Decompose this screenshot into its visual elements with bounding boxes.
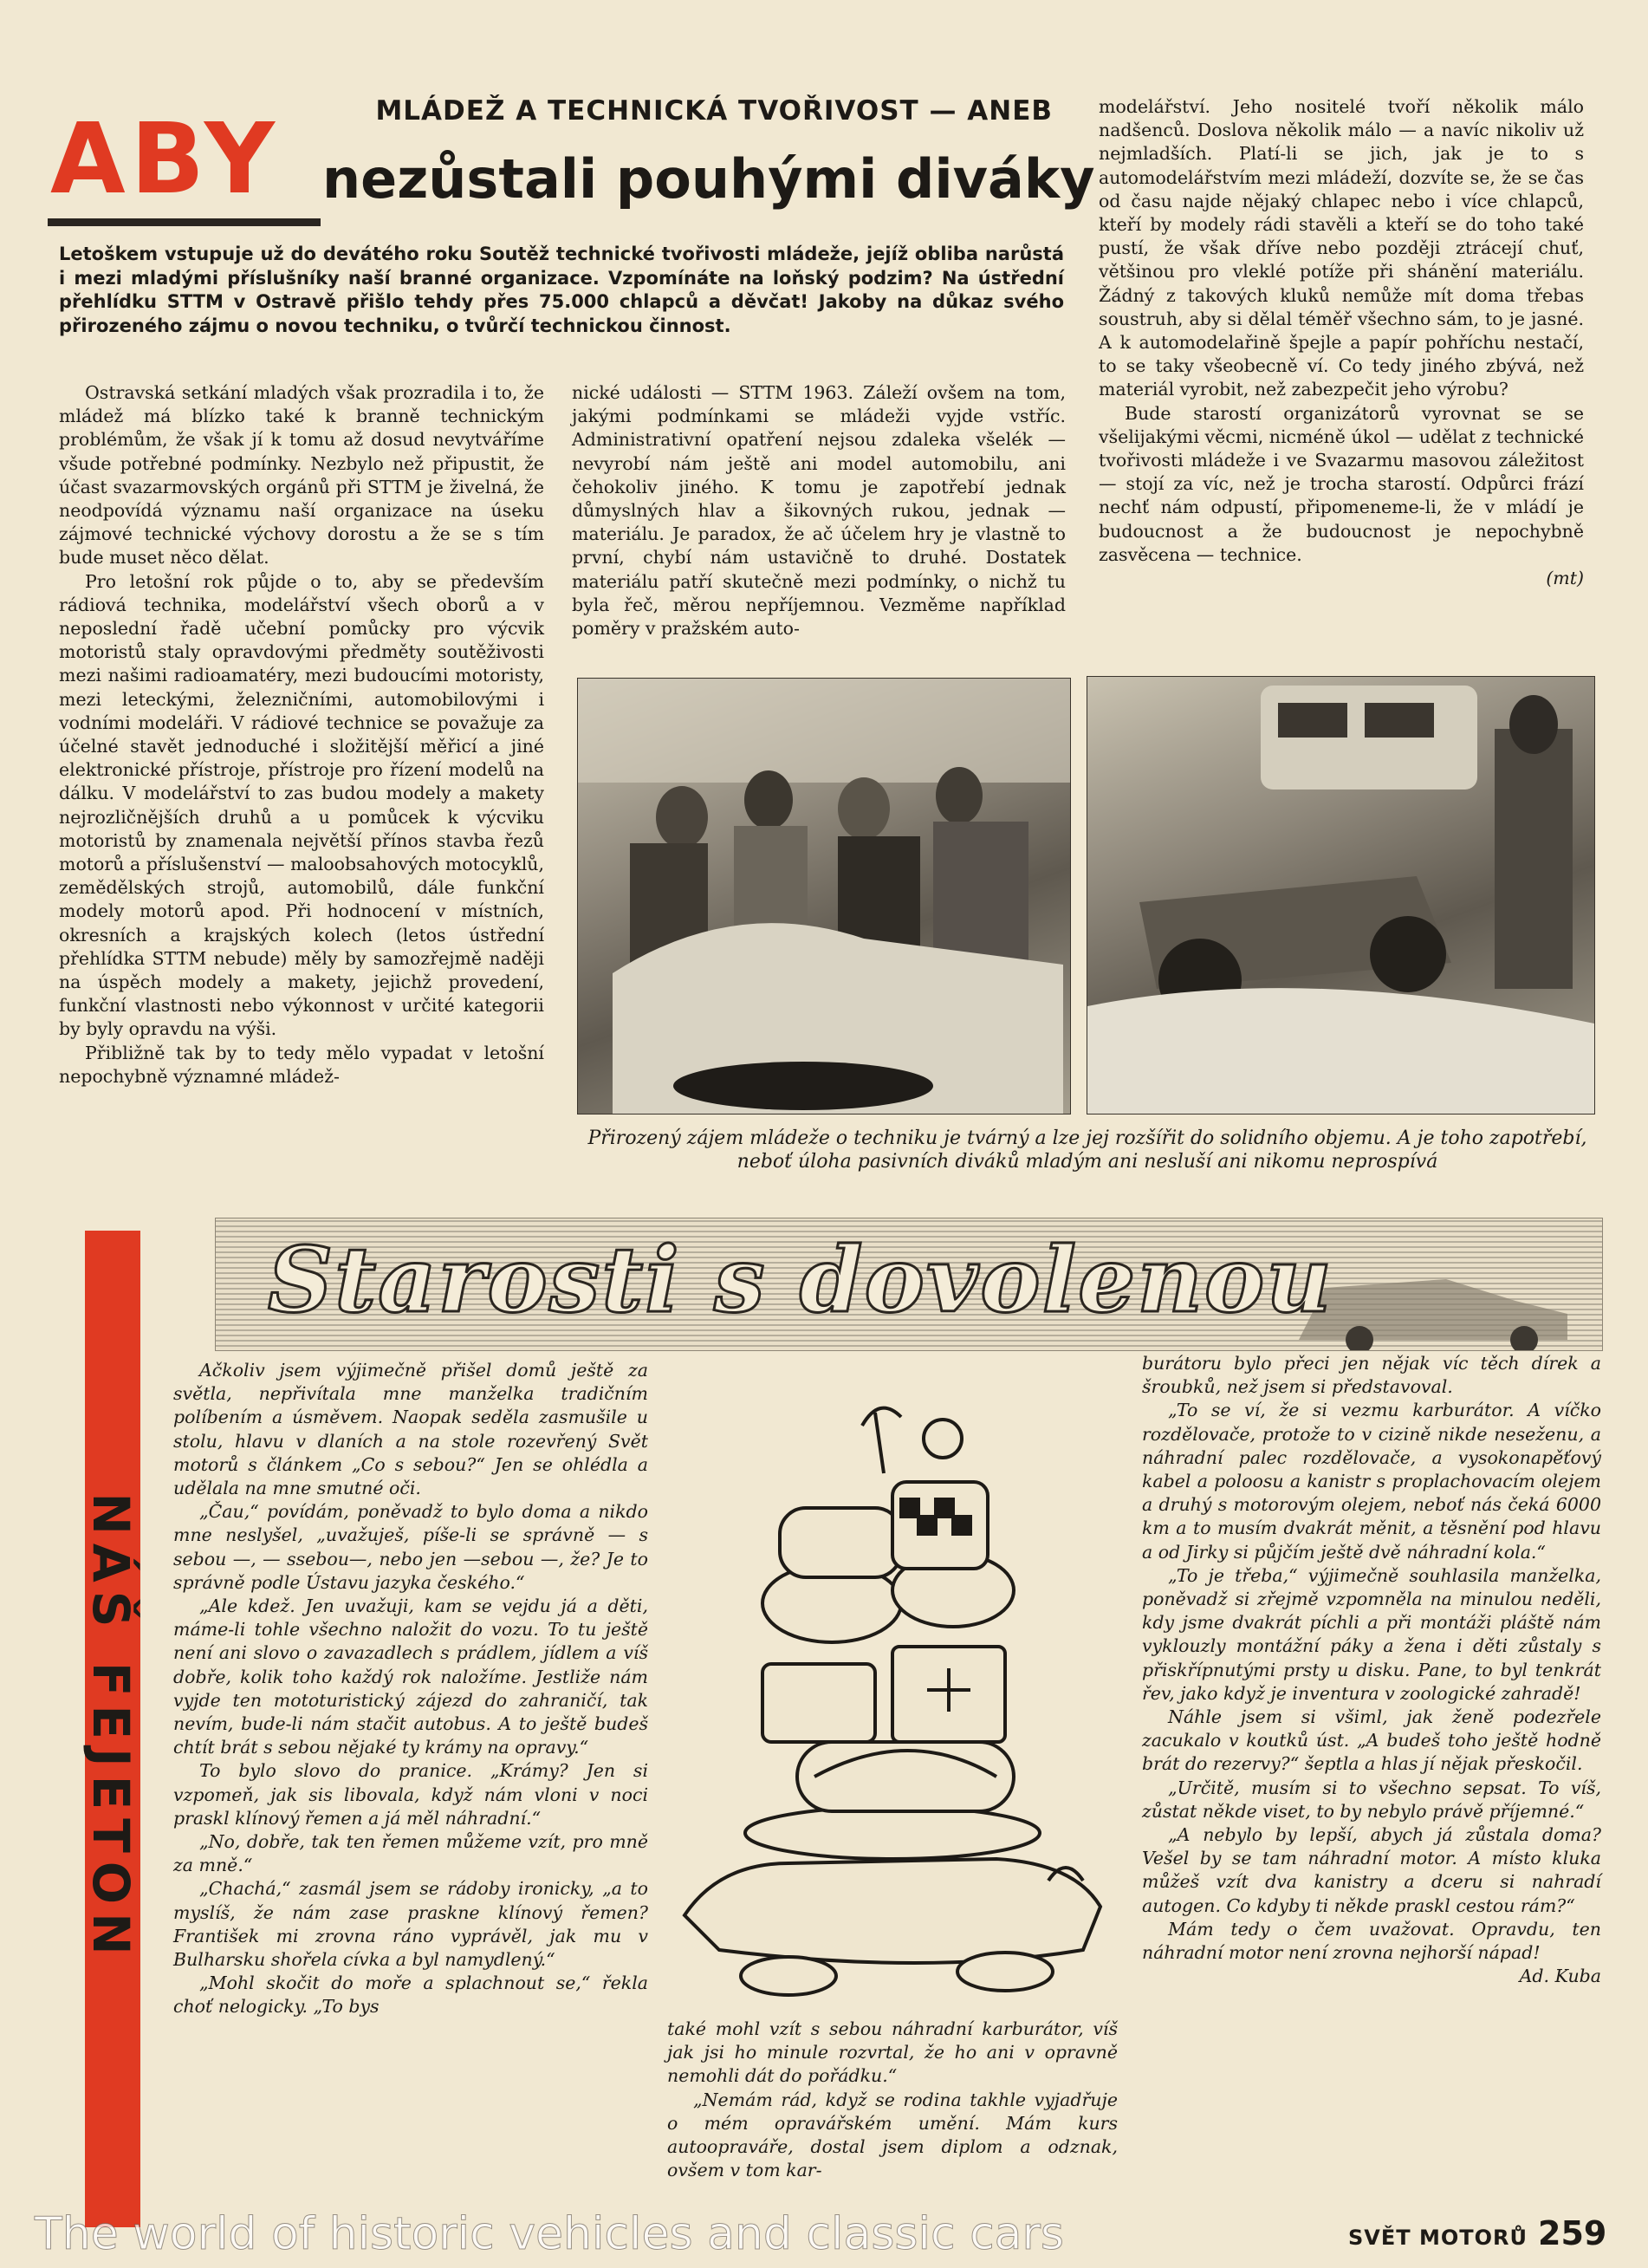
section-label-bar xyxy=(81,1231,140,2227)
paragraph: Mám tedy o čem uvažovat. Opravdu, ten náhradní motor není zrovna nejhorší nápad! xyxy=(1142,1918,1601,1964)
feuilleton-banner xyxy=(215,1218,1603,1351)
article-column-1 xyxy=(59,381,544,1089)
paragraph: modelářství. Jeho nositelé tvoří několik málo nadšenců. Doslova několik málo — a navíc nikoliv už nejmladších. Platí-li se jich, jak je to s automodelářstvím mezi mládeží, dozvíte se, že se čas od času najde nějaký chlapec nebo i více chlapců, kteří by modely rádi stavěli a kteří se do toho také pustí, že však dříve nebo později ztrácejí chuť, většinou pro vleklé potíže při shánění materiálu. Žádný z takových kluků nemůže mít doma třebas soustruh, aby si dělal téměř všechno sám, to je jasné. A k automodelařině špejle a papír pohříchu nestačí, to se taky všeobecně ví. Co tedy jiného zbývá, než materiál vyrobit, než zabezpečit jeho výrobu? xyxy=(1099,96,1584,400)
paragraph: „Čau,“ povídám, poněvadž to bylo doma a nikdo mne neslyšel, „uvažuješ, píše-li se správně — s sebou —, — ssebou—, nebo jen —sebou —, že? Je to správně podle Ústavu jazyka českého.“ xyxy=(173,1501,648,1593)
paragraph: To bylo slovo do pranice. „Krámy? Jen si vzpomeň, jak sis libovala, když nám vloni v noci praskl klínový řemen a já měl náhradní.“ xyxy=(173,1760,648,1829)
magazine-name: SVĚT MOTORŮ xyxy=(1348,2226,1528,2250)
photo-crowd-at-car xyxy=(577,678,1071,1115)
paragraph: Náhle jsem si všiml, jak ženě podezřele zacukalo v koutků úst. „A budeš toho ještě hodně brát do rezervy?“ šeptla a hlas jí nějak přeskočil. xyxy=(1142,1706,1601,1775)
paragraph: Bude starostí organizátorů vyrovnat se se všelijakými věcmi, nicméně úkol — udělat z technické tvořivosti mládeže i ve Svazarmu masovou záležitost — stojí za víc, než je trocha starostí. Odpůrci frází nechť nám odpustí, připomeneme-li, že v mládí je budoucnost a že budoucnost je nepochybně zasvěcena — technice. xyxy=(1099,402,1584,565)
paragraph: Přibližně tak by to tedy mělo vypadat v letošní nepochybně významné mládež- xyxy=(59,1042,544,1087)
page-number: 259 xyxy=(1538,2214,1607,2252)
paragraph: „Nemám rád, když se rodina takhle vyjadřuje o mém opravářském umění. Mám kurs autoopraváře, dostal jsem diplom a odznak, ovšem v tom kar- xyxy=(667,2089,1118,2181)
paragraph: „Chachá,“ zasmál jsem se rádoby ironicky, „a to myslíš, že nám zase praskne klínový řemen? František mi zrovna ráno vyprávěl, jak mu v Bulharsku shořela cívka a byl namydlený.“ xyxy=(173,1878,648,1971)
photo-car-chassis xyxy=(1087,676,1595,1115)
paragraph: nické události — STTM 1963. Záleží ovšem na tom, jakými podmínkami se mládeži vyjde vstříc. Administrativní opatření nejsou zdaleka všelék — nevyrobí nám ještě ani model automobilu, ani čehokoliv jiného. K tomu je zapotřebí jednak důmyslných hlav a šikovných rukou, jednak — materiálu. Je paradox, že ač účelem hry je vlastně to první, chybí nám ustavičně to druhé. Dostatek materiálu patří skutečně mezi podmínky, o nichž tu byla řeč, měrou nepříjemnou. Vezměme například poměry v pražském auto- xyxy=(572,382,1066,640)
paragraph: „Ale kdež. Jen uvažuji, kam se vejdu já a děti, máme-li tohle všechno naložit do vozu. To tu ještě není ani slovo o zavazadlech s prádlem, jídlem a víš dobře, kolik toho každý rok naložíme. Jestliže nám vyjde ten mototuristický zájezd do zahraničí, tak nevím, bude-li nám stačit autobus. A to ještě budeš chtít brát s sebou nějaké ty krámy na opravy.“ xyxy=(173,1595,648,1758)
article-supertitle: MLÁDEŽ A TECHNICKÁ TVOŘIVOST — ANEB xyxy=(375,95,1053,127)
feuilleton-column-3 xyxy=(1142,1352,1601,1988)
photo-caption: Přirozený zájem mládeže o techniku je tvárný a lze jej rozšířit do solidního objemu. A je toho zapotřebí, neboť úloha pasivních diváků mladým ani nesluší ani nikomu neprospívá xyxy=(587,1128,1587,1173)
cartoon-overloaded-car xyxy=(667,1378,1118,2011)
article-headline: nezůstali pouhými diváky xyxy=(322,147,1095,211)
article-signature: (mt) xyxy=(1546,568,1584,589)
paragraph: „To se ví, že si vezmu karburátor. A víčko rozdělovače, protože to v cizině nikde neseženu, a náhradní palec rozdělovače, a vysokonapěťový kabel a poloosu a kanistr s proplachovacím olejem a druhý s motorovým olejem, neboť nás čeká 6000 km a to musím dvakrát měnit, a těsnění pod hlavu a od Jirky si půjčím ještě dvě náhradní kola.“ xyxy=(1142,1400,1601,1563)
paragraph: „Určitě, musím si to všechno sepsat. To víš, zůstat někde viset, to by nebylo právě příjemné.“ xyxy=(1142,1777,1601,1822)
paragraph: Ačkoliv jsem výjimečně přišel domů ještě za světla, nepřivítala mne manželka tradičním políbením a úsměvem. Naopak seděla zasmušile u stolu, hlavu v dlaních a na stole rozevřený Svět motorů s článkem „Co s sebou?“ Jen se ohlédla a udělala na mne smutné oči. xyxy=(173,1360,648,1499)
paragraph: Pro letošní rok půjde o to, aby se především rádiová technika, modelářství všech oborů a v neposlední řadě učební pomůcky pro výcvik motoristů staly opravdovými předměty soutěživosti mezi našimi radioamatéry, mezi budoucími motoristy, mezi leteckými, železničními, automobilovými i vodními modeláři. V rádiové technice se považuje za účelné stavět jednoduché i složitější měřicí a jiné elektronické přístroje, přístroje pro řízení modelů na dálku. V modelářství to zas budou modely a makety nejrozličnějších druhů a u pomůcek k výcviku motoristů by znamenala největší přínos stavba řezů motorů a příslušenství — maloobsahových motocyklů, zemědělských strojů, automobilů, dále funkční modely motorů apod. Při hodnocení v místních, okresních a krajských kolech (letos ústřední přehlídka STTM nebude) měly by samozřejmě naději na úspěch modely a makety, jejichž provedení, funkční vlastnosti nebo výkonnost v určité kategorii by byly opravdu na výši. xyxy=(59,570,544,1040)
feuilleton-column-2 xyxy=(667,2018,1118,2182)
paragraph: burátoru bylo přeci jen nějak víc těch dírek a šroubků, než jsem si představoval. xyxy=(1142,1353,1601,1398)
headline-big-word: ABY xyxy=(50,103,281,216)
paragraph: také mohl vzít s sebou náhradní karburátor, víš jak jsi ho minule rozvrtal, že ho ani v opravně nemohli dát do pořádku.“ xyxy=(667,2018,1118,2087)
paragraph: „To je třeba,“ výjimečně souhlasila manželka, poněvadž si zřejmě vzpomněla na minulou neděli, kdy jsme dvakrát píchli a při montáži pláště nám vyklouzly montážní páky a žena i děti zůstaly s přiskřípnutými prsty u disku. Pane, to byl tenkrát řev, jako když je inventura v zoologické zahradě! xyxy=(1142,1564,1601,1704)
paragraph: „No, dobře, tak ten řemen můžeme vzít, pro mně za mně.“ xyxy=(173,1831,648,1876)
article-column-2 xyxy=(572,381,1066,640)
headline-rule xyxy=(48,218,321,226)
paragraph: „A nebylo by lepší, abych já zůstala doma? Vešel by se tam náhradní motor. A místo kluka můžeš vzít dva kanistry a dceru si nahradí autogen. Co kdyby ti někde praskl cestou rám?“ xyxy=(1142,1824,1601,1916)
section-label: NÁŠ FEJETON xyxy=(81,1492,140,1964)
feuilleton-title: Starosti s dovolenou xyxy=(268,1226,1333,1333)
watermark-text: The world of historic vehicles and classic cars xyxy=(35,2208,1065,2260)
article-column-3 xyxy=(1099,95,1584,590)
feuilleton-author: Ad. Kuba xyxy=(1519,1966,1601,1987)
paragraph: „Mohl skočit do moře a splachnout se,“ řekla choť nelogicky. „To bys xyxy=(173,1972,648,2018)
feuilleton-column-1 xyxy=(173,1359,648,2019)
article-lead: Letoškem vstupuje už do devátého roku Soutěž technické tvořivosti mládeže, jejíž obliba narůstá i mezi mladými příslušníky naší branné organizace. Vzpomínáte na loňský podzim? Na ústřední přehlídku STTM v Ostravě přišlo tehdy přes 75.000 chlapců a děvčat! Jakoby na důkaz svého přirozeného zájmu o novou techniku, o tvůrčí technickou činnost. xyxy=(59,244,1064,336)
paragraph: Ostravská setkání mladých však prozradila i to, že mládež má blízko také k branně technickým problémům, že však jí k tomu až dosud nevytváříme všude potřebné podmínky. Nezbylo než připustit, že účast svazarmovských orgánů při STTM je živelná, že neodpovídá významu naší organizace na úseku zájmové technické výchovy dorostu a že se s tím bude muset něco dělat. xyxy=(59,382,544,569)
